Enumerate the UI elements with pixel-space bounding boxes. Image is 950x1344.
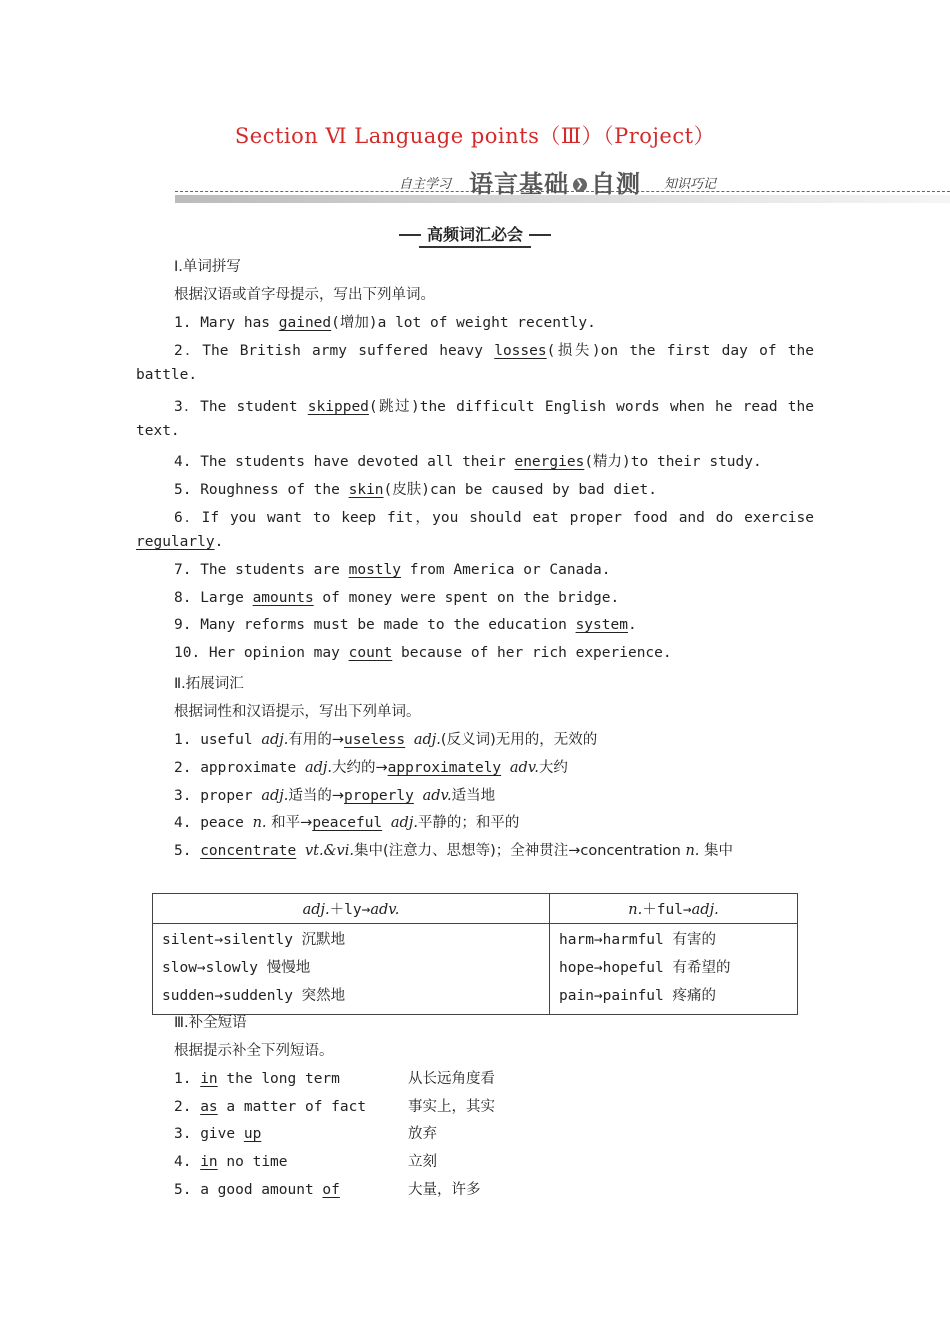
- section-heading: [0, 222, 950, 248]
- table-header-row: [153, 894, 798, 924]
- banner-right-label: 知识巧记: [664, 177, 717, 192]
- part1-heading: Ⅰ.单词拼写: [174, 259, 241, 275]
- table-line: silent→silently 沉默地: [162, 932, 346, 948]
- list-item: 4. in no time 立刻: [174, 1154, 437, 1170]
- list-item: 1. useful adj.有用的→useless adj.(反义词)无用的，无效的: [174, 732, 598, 748]
- table-line: slow→slowly 慢慢地: [162, 960, 311, 976]
- table-header-right: n.＋ful→adj.: [550, 894, 798, 924]
- part2-heading: Ⅱ.拓展词汇: [174, 676, 244, 692]
- list-item: 5. concentrate vt.&vi.集中(注意力、思想等)；全神贯注→concentration n. 集中: [174, 843, 734, 859]
- banner-left-label: 自主学习: [399, 177, 452, 192]
- list-item: 8. Large amounts of money were spent on the bridge.: [174, 590, 620, 606]
- list-item: 4. The students have devoted all their energies(精力)to their study.: [174, 454, 762, 470]
- answer: system: [575, 617, 628, 633]
- answer: up: [243, 1126, 262, 1142]
- answer: of: [322, 1182, 340, 1198]
- answer: count: [348, 645, 393, 661]
- list-item-continued: text.: [136, 423, 180, 439]
- part3-heading: Ⅲ.补全短语: [174, 1015, 247, 1031]
- answer: peaceful: [312, 815, 383, 831]
- banner-main-title: [469, 164, 641, 199]
- list-item: 7. The students are mostly from America or Canada.: [174, 562, 611, 578]
- list-item: 2. approximate adj.大约的→approximately adv.大约: [174, 760, 568, 776]
- answer: useless: [344, 732, 406, 748]
- section-heading-text: 高频词汇必会: [421, 222, 529, 245]
- list-item: 3．The student skipped(跳过)the difficult English words when he read the: [174, 399, 814, 415]
- list-item: 5. Roughness of the skin(皮肤)can be caused by bad diet.: [174, 482, 657, 498]
- chevron-right-icon: ❯: [573, 178, 587, 192]
- list-item: 2. as a matter of fact 事实上，其实: [174, 1099, 495, 1115]
- table-line: hope→hopeful 有希望的: [559, 960, 731, 976]
- table-header-left: adj.＋ly→adv.: [153, 894, 550, 924]
- part3-instruction: 根据提示补全下列短语。: [174, 1043, 334, 1059]
- table-line: harm→harmful 有害的: [559, 932, 716, 948]
- list-item: 2．The British army suffered heavy losses(损失)on the first day of the: [174, 343, 814, 359]
- list-item-continued: battle.: [136, 367, 198, 383]
- answer: skin: [348, 482, 384, 498]
- list-item: 10. Her opinion may count because of her rich experience.: [174, 645, 672, 661]
- list-item: 1. in the long term 从长远角度看: [174, 1071, 495, 1087]
- table-line: sudden→suddenly 突然地: [162, 988, 346, 1004]
- list-item: 6．If you want to keep fit，you should eat proper food and do exercise: [174, 510, 814, 526]
- list-item: 3. give up 放弃: [174, 1126, 437, 1142]
- answer: in: [200, 1154, 218, 1170]
- answer: skipped: [307, 399, 369, 415]
- list-item: 9. Many reforms must be made to the education system.: [174, 617, 637, 633]
- banner-main-left: 语言基础: [469, 170, 569, 198]
- answer: mostly: [348, 562, 401, 578]
- table-cell-left: [153, 924, 550, 1015]
- answer: properly: [344, 788, 414, 804]
- answer: energies: [514, 454, 585, 470]
- part2-instruction: 根据词性和汉语提示，写出下列单词。: [174, 704, 421, 720]
- answer: amounts: [252, 590, 314, 606]
- answer: losses: [494, 343, 547, 359]
- answer: concentrate: [200, 843, 297, 859]
- answer: regularly: [136, 534, 215, 550]
- banner-main-right: 自测: [591, 170, 641, 198]
- part1-instruction: 根据汉语或首字母提示，写出下列单词。: [174, 287, 435, 303]
- list-item: 5. a good amount of 大量，许多: [174, 1182, 481, 1198]
- section-banner: [175, 164, 950, 204]
- answer: gained: [278, 315, 332, 331]
- list-item-continued: regularly.: [136, 534, 224, 550]
- answer: approximately: [387, 760, 502, 776]
- list-item: 1. Mary has gained(增加)a lot of weight recently.: [174, 315, 596, 331]
- table-line: pain→painful 疼痛的: [559, 988, 716, 1004]
- list-item: 4. peace n. 和平→peaceful adj.平静的；和平的: [174, 815, 520, 831]
- word-formation-table: [152, 893, 798, 1015]
- answer: as: [200, 1099, 218, 1115]
- answer: in: [200, 1071, 218, 1087]
- table-row: [153, 924, 798, 1015]
- list-item: 3. proper adj.适当的→properly adv.适当地: [174, 788, 496, 804]
- table-cell-right: [550, 924, 798, 1015]
- page-title: Section Ⅵ Language points（Ⅲ）（Project）: [234, 124, 716, 148]
